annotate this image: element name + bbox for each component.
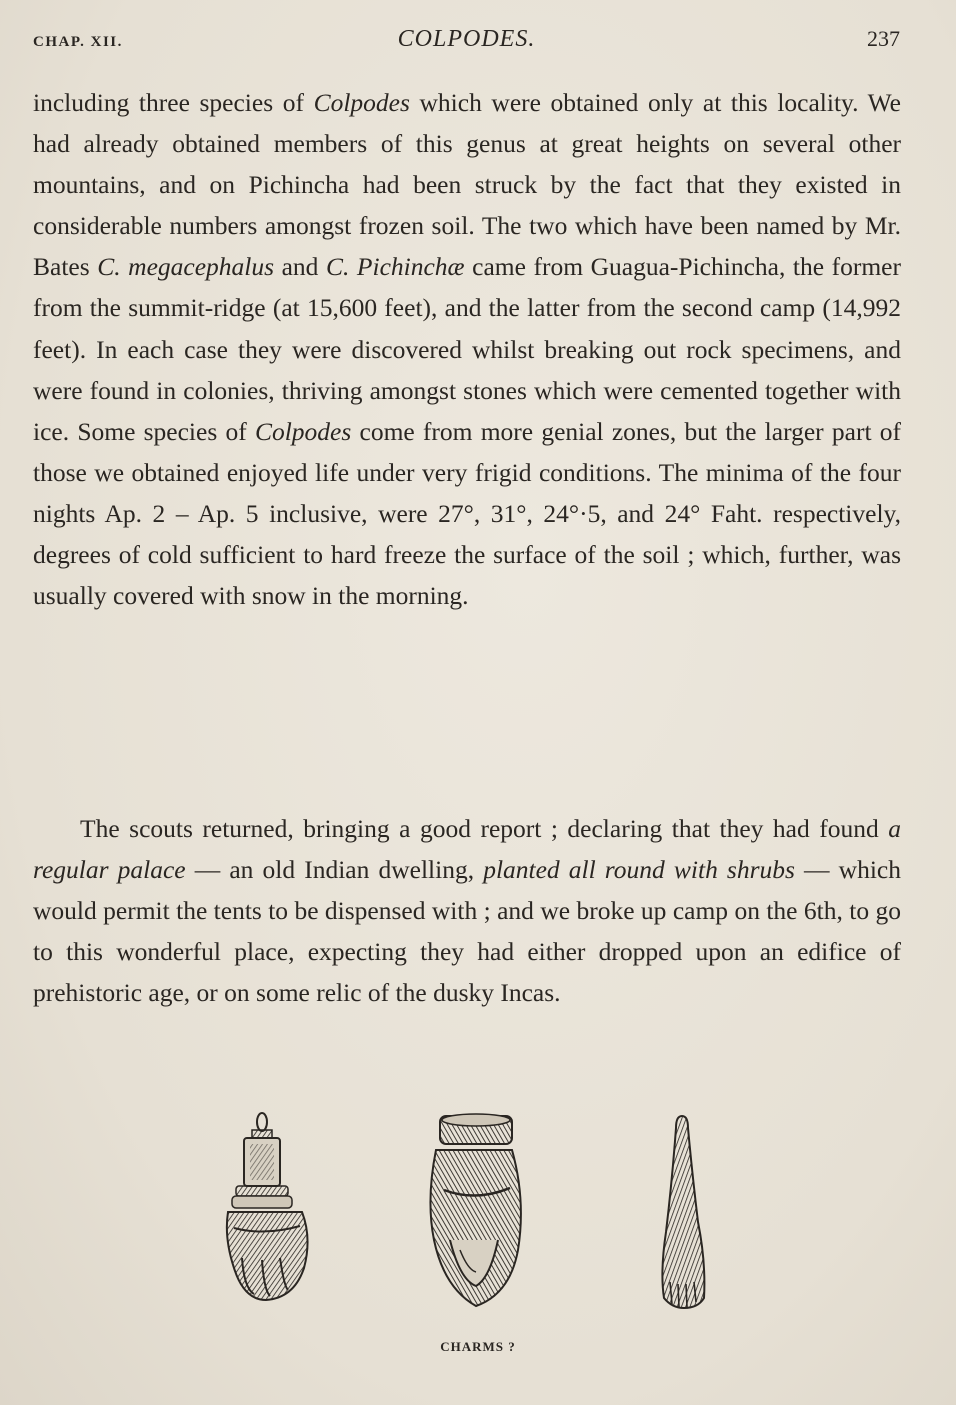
italic-run: planted all round with shrubs	[483, 855, 795, 885]
charm-narrow-pendant	[654, 1112, 714, 1312]
text-run: including three species of	[33, 88, 314, 117]
text-run: — which would permit the tents to be dispensed with ; and we broke up camp on the 6th, to go to this wonderful place, expecting they had either dropped upon an edifice of prehistoric age, or on some relic of the dusky Incas.	[33, 855, 901, 1008]
italic-run: C. Pichinchæ	[325, 252, 465, 282]
charm-fist-with-capsule	[214, 1108, 318, 1308]
text-run: The scouts returned, bringing a good report ; declaring that they had found	[80, 814, 889, 843]
italic-run: Colpodes	[313, 88, 410, 117]
text-run: which were obtained only at this locality. We had already obtained members of this genus at great heights on several other mountains, and on Pichincha had been struck by the fact that they existed in considerable numbers amongst frozen soil. The two which have been named by Mr. Bates	[33, 88, 902, 282]
text-run: and	[274, 252, 326, 282]
italic-run: Colpodes	[254, 416, 352, 446]
charm-large-fist	[420, 1110, 530, 1315]
running-title: COLPODES.	[397, 26, 536, 52]
italic-run: C. megacephalus	[97, 252, 275, 282]
text-run: — an old Indian dwelling,	[185, 855, 484, 885]
page-header	[33, 26, 900, 56]
chapter-label: CHAP. XII.	[33, 34, 123, 50]
italic-run: a regular palace	[33, 814, 901, 885]
paragraph-scouts	[33, 808, 901, 1013]
page-number: 237	[867, 26, 900, 51]
figure-caption: CHARMS ?	[440, 1339, 516, 1354]
charms-illustration	[0, 1108, 956, 1348]
text-run: came from Guagua-Pichincha, the former from the summit-ridge (at 15,600 feet), and the latter from the second camp (14,992 feet). In each case they were discovered whilst breaking out rock specimens, and were found in colonies, thriving amongst stones which were cemented together with ice. Some species of	[33, 252, 901, 446]
paragraph-colpodes	[33, 82, 901, 616]
text-run: come from more genial zones, but the larger part of those we obtained enjoyed life under very frigid conditions. The minima of the four nights Ap. 2 – Ap. 5 inclusive, were 27°, 31°, 24°·5, and 24° Faht. respectively, degrees of cold sufficient to hard freeze the surface of the soil ; which, further, was usually covered with snow in the morning.	[33, 416, 901, 611]
